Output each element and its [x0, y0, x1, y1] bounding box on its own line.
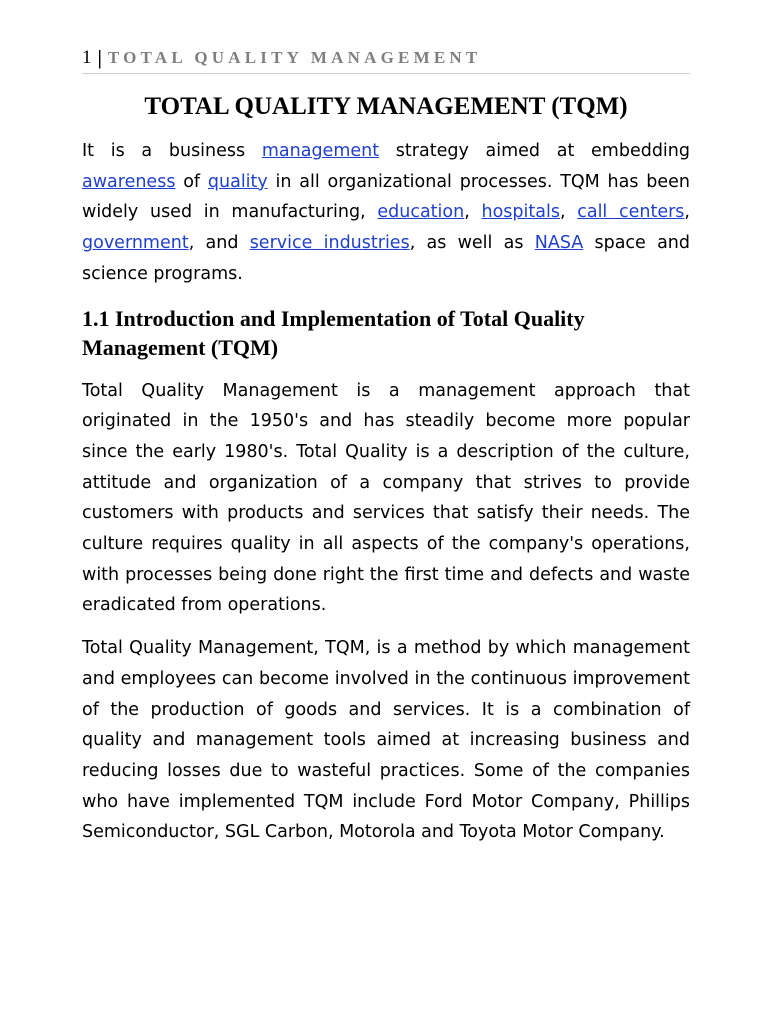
- header-separator: |: [97, 46, 102, 69]
- intro-text: , as well as: [409, 233, 535, 254]
- body-paragraph-1: Total Quality Management is a management approach that originated in the 1950's and has steadily become more popular since the early 1980's. Total Quality is a description of the culture, attitude and organization of a company that strives to provide customers with products and services that satisfy their needs. The culture requires quality in all aspects of the company's operations, with processes being done right the first time and defects and waste eradicated from operations.: [82, 380, 690, 616]
- link-nasa[interactable]: NASA: [534, 233, 584, 254]
- section-heading: 1.1 Introduction and Implementation of Total Quality Management (TQM): [82, 305, 585, 360]
- intro-text: ,: [464, 202, 482, 223]
- intro-text: , and: [188, 233, 250, 254]
- link-service-industries[interactable]: service industries: [249, 233, 410, 254]
- link-hospitals[interactable]: hospitals: [481, 202, 560, 223]
- link-management[interactable]: management: [261, 141, 380, 161]
- intro-text: strategy aimed at embedding: [379, 141, 690, 161]
- link-quality[interactable]: quality: [207, 171, 268, 192]
- page-number: 1: [82, 47, 92, 68]
- intro-text: It is a business: [82, 141, 262, 161]
- page-header: [82, 47, 690, 74]
- intro-text: ,: [684, 202, 690, 223]
- document-page: [82, 0, 690, 860]
- intro-text: space and science programs.: [82, 233, 690, 284]
- link-call-centers[interactable]: call centers: [577, 202, 685, 223]
- link-government[interactable]: government: [82, 233, 189, 254]
- intro-text: of: [175, 171, 208, 192]
- document-title: TOTAL QUALITY MANAGEMENT (TQM): [144, 93, 628, 120]
- header-title: TOTAL QUALITY MANAGEMENT: [107, 48, 482, 67]
- intro-paragraph: [82, 136, 690, 290]
- link-education[interactable]: education: [377, 202, 465, 223]
- link-awareness[interactable]: awareness: [82, 171, 176, 192]
- intro-text: ,: [559, 202, 578, 223]
- body-paragraph-2: Total Quality Management, TQM, is a method by which management and employees can become involved in the continuous improvement of the production of goods and services. It is a combination of quality and management tools aimed at increasing business and reducing losses due to wasteful practices. Some of the companies who have implemented TQM include Ford Motor Company, Phillips Semiconductor, SGL Carbon, Motorola and Toyota Motor Company.: [82, 638, 690, 843]
- intro-text: in all organizational processes. TQM has been widely used in manufacturing,: [82, 171, 690, 223]
